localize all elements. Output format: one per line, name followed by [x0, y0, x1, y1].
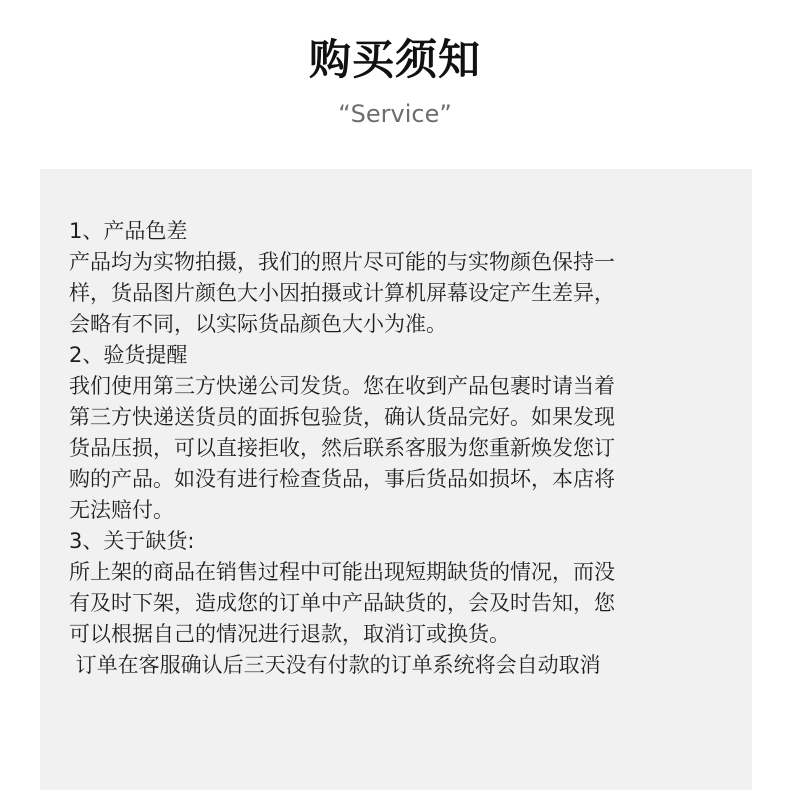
notice-panel [40, 169, 752, 790]
notice-line: 所上架的商品在销售过程中可能出现短期缺货的情况，而没 [69, 560, 615, 584]
section-heading-inspection-reminder: 2、验货提醒 [69, 343, 188, 367]
notice-line: 无法赔付。 [69, 498, 174, 522]
notice-line: 有及时下架，造成您的订单中产品缺货的，会及时告知，您 [69, 591, 615, 615]
notice-line-auto-cancel: 订单在客服确认后三天没有付款的订单系统将会自动取消 [69, 653, 601, 677]
notice-line: 样，货品图片颜色大小因拍摄或计算机屏幕设定产生差异， [69, 281, 615, 305]
notice-body [69, 216, 709, 681]
notice-line: 货品压损，可以直接拒收，然后联系客服为您重新焕发您订 [69, 436, 615, 460]
notice-line: 第三方快递送货员的面拆包验货，确认货品完好。如果发现 [69, 405, 615, 429]
notice-line: 可以根据自己的情况进行退款，取消订或换货。 [69, 622, 510, 646]
page-subtitle: “Service” [338, 100, 452, 128]
notice-line: 购的产品。如没有进行检查货品，事后货品如损坏，本店将 [69, 467, 615, 491]
notice-line: 我们使用第三方快递公司发货。您在收到产品包裹时请当着 [69, 374, 615, 398]
notice-line: 产品均为实物拍摄，我们的照片尽可能的与实物颜色保持一 [69, 250, 615, 274]
page-title: 购买须知 [308, 35, 481, 84]
section-heading-out-of-stock: 3、关于缺货: [69, 529, 195, 553]
notice-line: 会略有不同，以实际货品颜色大小为准。 [69, 312, 447, 336]
section-heading-color-difference: 1、产品色差 [69, 219, 188, 243]
